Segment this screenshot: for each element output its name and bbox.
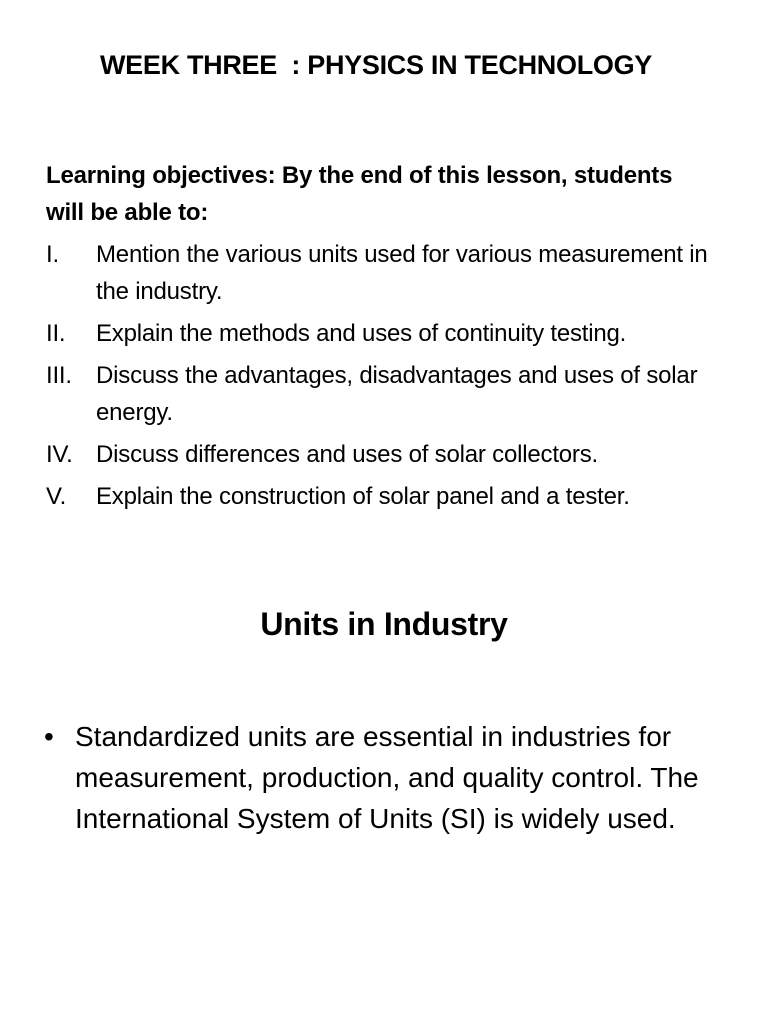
objectives-list xyxy=(46,236,746,520)
objective-numeral: V. xyxy=(46,483,67,510)
objective-text: Discuss the advantages, disadvantages and uses of solar energy. xyxy=(96,362,698,426)
objective-text: Explain the construction of solar panel and a tester. xyxy=(96,483,630,510)
page-title: WEEK THREE : PHYSICS IN TECHNOLOGY xyxy=(99,50,653,80)
objective-item xyxy=(46,436,746,473)
objective-text: Mention the various units used for various measurement in the industry. xyxy=(96,241,708,305)
objective-text: Explain the methods and uses of continuity testing. xyxy=(96,320,627,347)
bullet-item xyxy=(44,716,724,839)
objective-numeral: II. xyxy=(46,320,66,347)
bullet-icon: • xyxy=(44,721,54,752)
learning-objectives-heading: Learning objectives: By the end of this lesson, students will be able to: xyxy=(46,162,673,226)
objective-item xyxy=(46,357,746,431)
objective-numeral: III. xyxy=(46,362,72,389)
objective-item xyxy=(46,236,746,310)
objective-item xyxy=(46,315,746,352)
objective-text: Discuss differences and uses of solar collectors. xyxy=(96,441,598,468)
objective-numeral: I. xyxy=(46,241,59,268)
bullet-text: Standardized units are essential in industries for measurement, production, and quality control. The International System of Units (SI) is widely used. xyxy=(75,721,699,834)
objective-item xyxy=(46,478,746,515)
objective-numeral: IV. xyxy=(46,441,73,468)
section-heading: Units in Industry xyxy=(260,606,508,642)
